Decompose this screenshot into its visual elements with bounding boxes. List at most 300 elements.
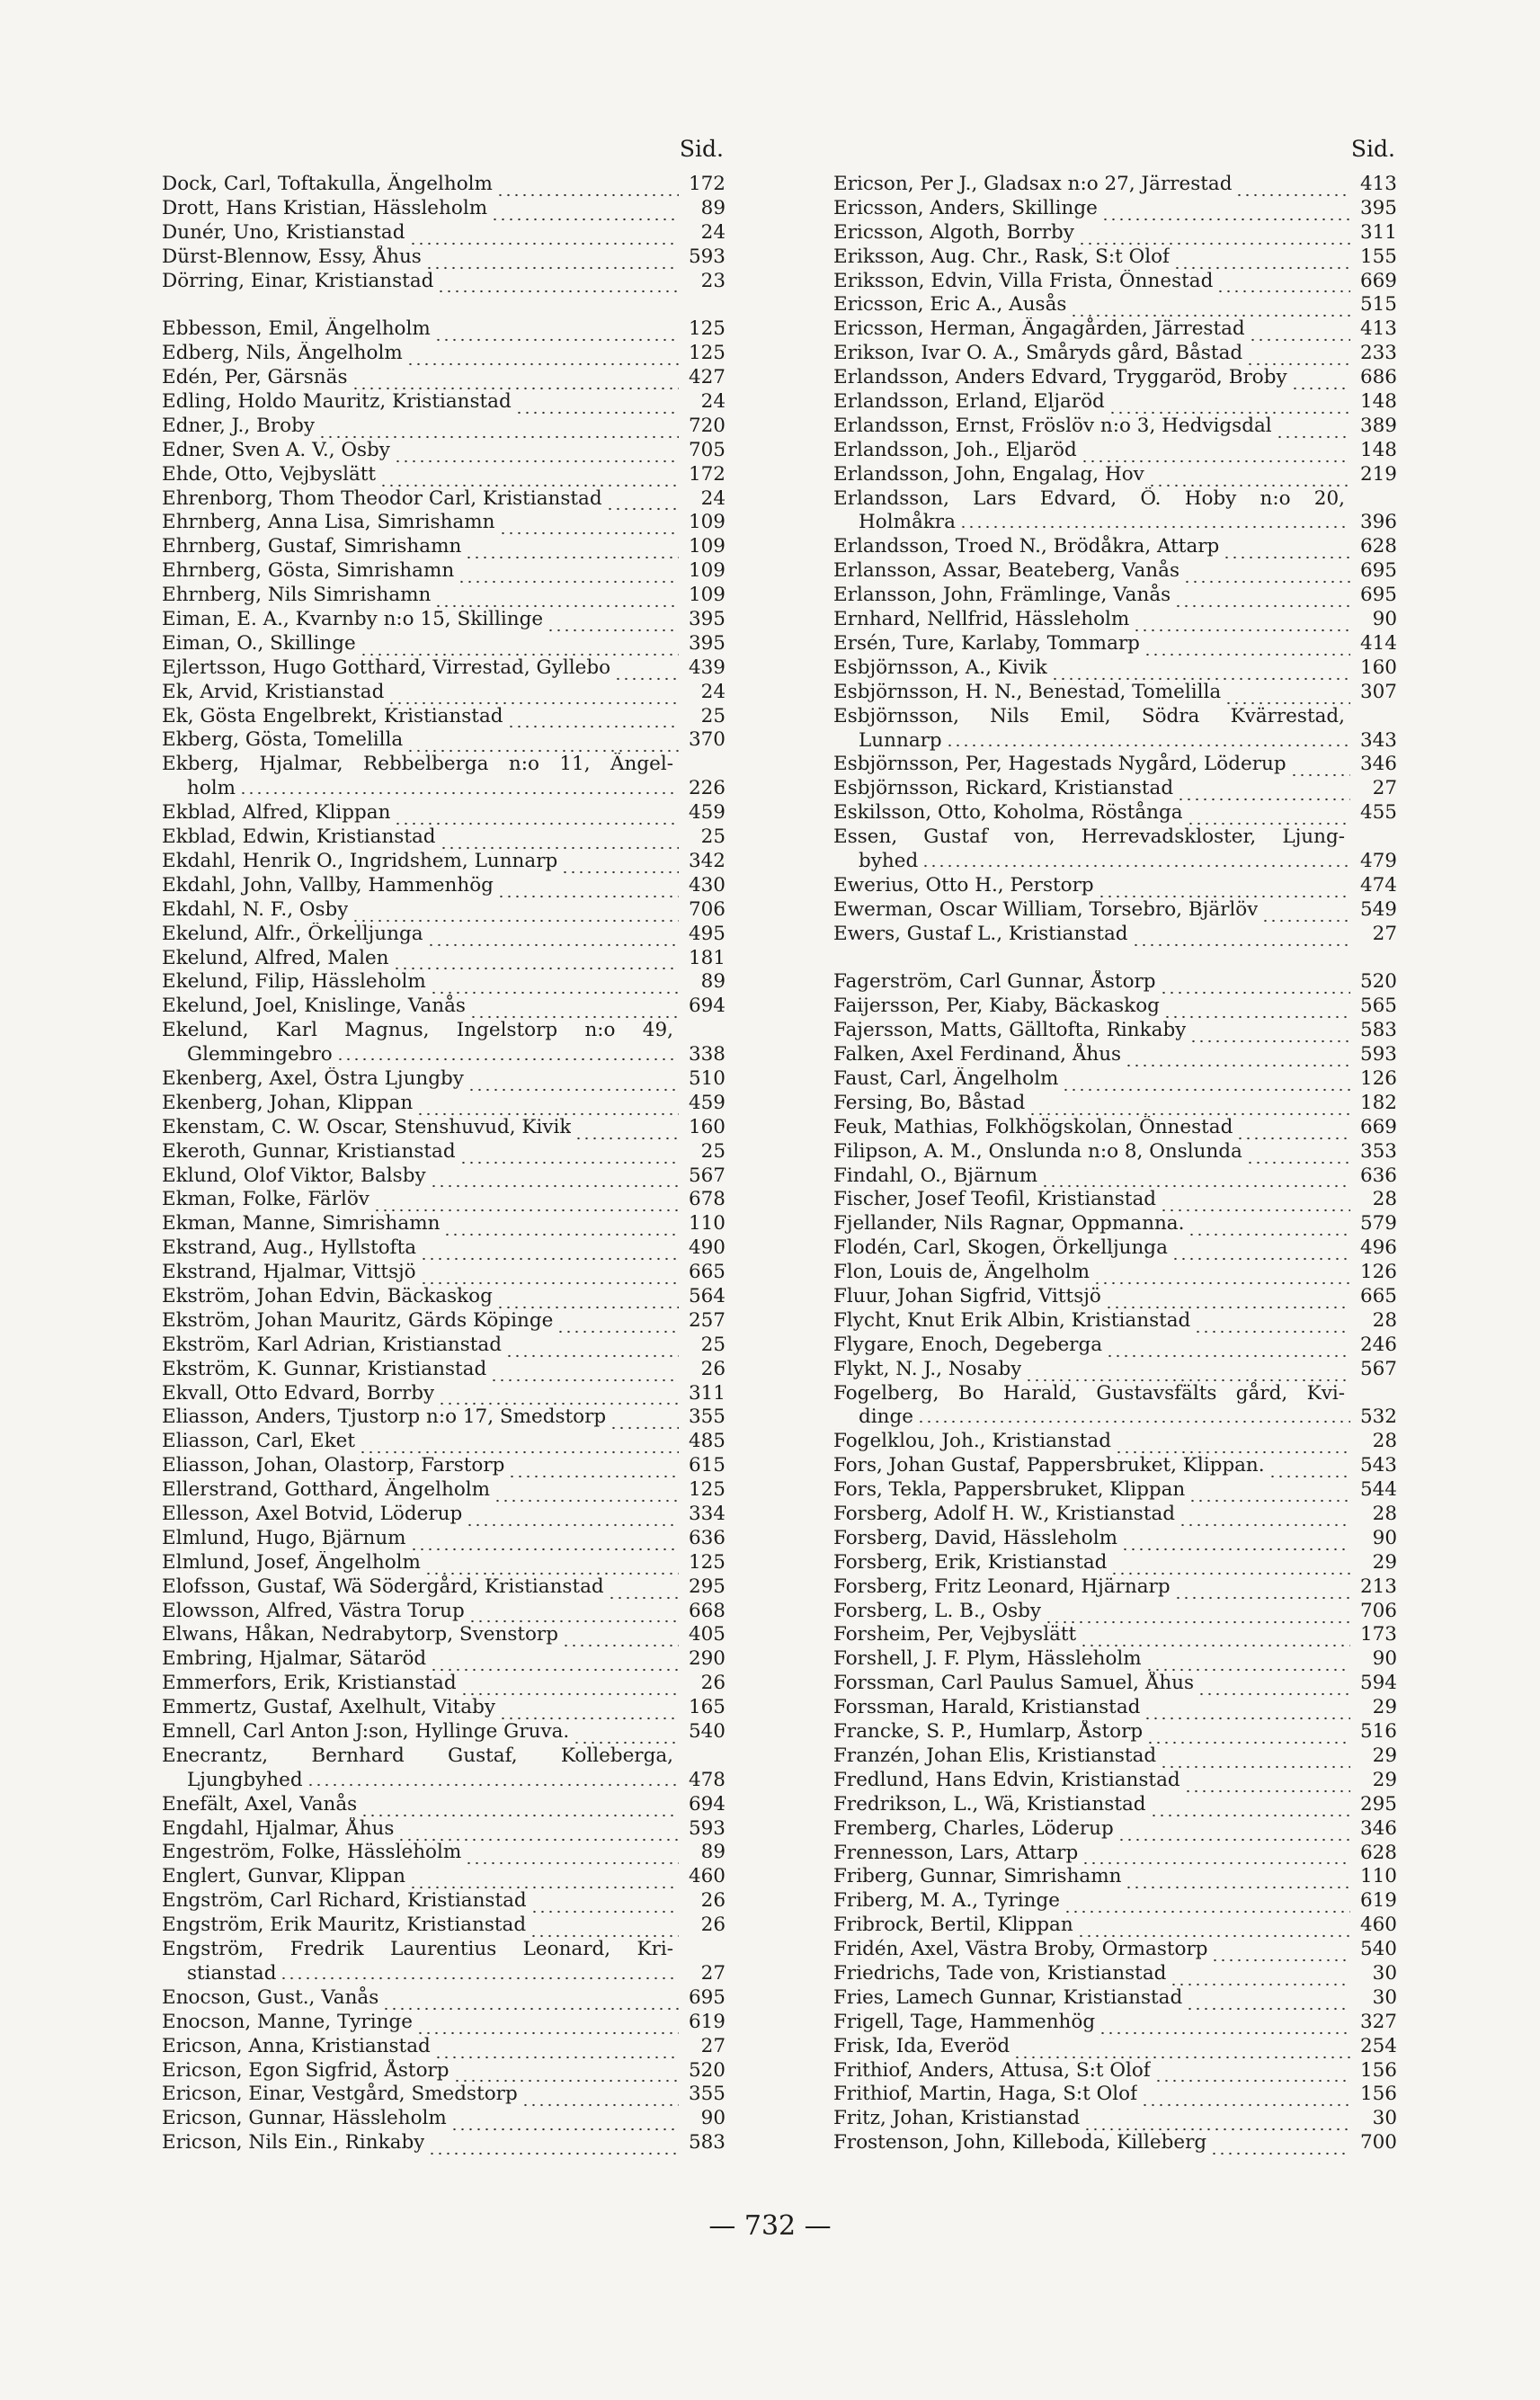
entry-name: Ekdahl, N. F., Osby bbox=[162, 897, 349, 921]
index-entry bbox=[162, 681, 725, 705]
index-entry bbox=[833, 1914, 1397, 1938]
entry-name: Ericson, Einar, Vestgård, Smedstorp bbox=[162, 2083, 518, 2106]
entry-name: Faijersson, Per, Kiaby, Bäckaskog bbox=[833, 995, 1160, 1018]
index-entry bbox=[162, 1309, 725, 1334]
entry-page: 27 bbox=[700, 1961, 725, 1985]
entry-page: 695 bbox=[1359, 584, 1397, 607]
index-entry bbox=[162, 584, 725, 608]
dot-leader bbox=[507, 710, 679, 728]
dot-leader bbox=[469, 1001, 679, 1019]
dot-leader bbox=[1041, 1170, 1350, 1188]
dot-leader bbox=[468, 1605, 679, 1623]
dot-leader bbox=[450, 2113, 679, 2131]
entry-page: 460 bbox=[1359, 1914, 1397, 1937]
entry-name: Ek, Gösta Engelbrekt, Kristianstad bbox=[162, 704, 503, 727]
entry-name: Ekelund, Karl Magnus, Ingelstorp n:o 49, bbox=[162, 1019, 673, 1042]
entry-page: 413 bbox=[1359, 172, 1397, 195]
dot-leader bbox=[1177, 783, 1350, 801]
entry-name: Ehrnberg, Gösta, Simrishamn bbox=[162, 559, 455, 583]
index-entry bbox=[162, 1212, 725, 1236]
entry-name: Forsheim, Per, Vejbyslätt bbox=[833, 1623, 1077, 1646]
entry-name: Ellesson, Axel Botvid, Löderup bbox=[162, 1503, 463, 1525]
entry-page: 307 bbox=[1359, 680, 1397, 703]
entry-name: Enocson, Gust., Vanås bbox=[162, 1985, 379, 2009]
entry-name: Ekberg, Gösta, Tomelilla bbox=[162, 728, 404, 752]
dot-leader bbox=[352, 905, 679, 923]
entry-name: Ehrnberg, Nils Simrishamn bbox=[162, 584, 432, 607]
index-entry bbox=[162, 1358, 725, 1382]
dot-leader bbox=[1290, 759, 1350, 777]
index-entry bbox=[833, 1600, 1397, 1624]
entry-page: 29 bbox=[1372, 1696, 1397, 1719]
entry-page: 28 bbox=[1372, 1188, 1397, 1211]
dot-leader bbox=[1194, 1316, 1350, 1334]
entry-page: 355 bbox=[688, 2083, 725, 2106]
entry-page: 567 bbox=[688, 1164, 725, 1187]
entry-page: 27 bbox=[1372, 777, 1397, 800]
entry-name: Ericsson, Herman, Ängagården, Järrestad bbox=[833, 317, 1245, 341]
entry-page: 125 bbox=[688, 1550, 725, 1574]
entry-page: 540 bbox=[1359, 1938, 1397, 1961]
entry-page: 720 bbox=[688, 414, 725, 437]
entry-page: 678 bbox=[688, 1188, 725, 1211]
dot-leader bbox=[946, 729, 1350, 747]
index-entry bbox=[162, 1527, 725, 1551]
index-entry bbox=[833, 656, 1397, 681]
index-entry bbox=[833, 1309, 1397, 1334]
dot-leader bbox=[1170, 1968, 1350, 1986]
entry-name: Erlandsson, John, Engalag, Hov bbox=[833, 462, 1144, 486]
entry-name: Ekelund, Filip, Hässleholm bbox=[162, 970, 426, 994]
entry-name: Ericson, Per J., Gladsax n:o 27, Järrestad bbox=[833, 172, 1233, 195]
entry-page: 26 bbox=[700, 1914, 725, 1937]
entry-page: 290 bbox=[688, 1647, 725, 1671]
index-entry bbox=[833, 1043, 1397, 1067]
entry-name: Edner, J., Broby bbox=[162, 414, 315, 437]
entry-page: 155 bbox=[1359, 245, 1397, 268]
entry-page: 669 bbox=[1359, 1115, 1397, 1138]
index-entry bbox=[833, 753, 1397, 777]
dot-leader bbox=[1236, 1122, 1350, 1140]
entry-name: Fredlund, Hans Edvin, Kristianstad bbox=[833, 1768, 1180, 1791]
index-entry bbox=[833, 1334, 1397, 1358]
entry-name-continued: byhed bbox=[859, 849, 919, 872]
entry-page: 700 bbox=[1359, 2131, 1397, 2155]
sid-header: Sid. bbox=[679, 136, 724, 162]
entry-name: Eliasson, Anders, Tjustorp n:o 17, Smedstorp bbox=[162, 1405, 607, 1429]
dot-leader bbox=[1025, 1364, 1350, 1382]
entry-page: 25 bbox=[700, 825, 725, 849]
entry-name: Flon, Louis de, Ängelholm bbox=[833, 1261, 1090, 1284]
entry-page: 427 bbox=[688, 366, 725, 389]
index-entry bbox=[162, 1817, 725, 1842]
dot-leader bbox=[379, 469, 679, 487]
index-entry bbox=[833, 1140, 1397, 1164]
index-entry bbox=[833, 1019, 1397, 1043]
entry-page: 665 bbox=[688, 1261, 725, 1284]
dot-leader bbox=[499, 1702, 679, 1720]
entry-name: Engdahl, Hjalmar, Åhus bbox=[162, 1816, 395, 1840]
index-entry bbox=[833, 1285, 1397, 1309]
entry-page: 474 bbox=[1359, 873, 1397, 897]
dot-leader bbox=[499, 517, 680, 535]
dot-leader bbox=[1132, 929, 1350, 947]
entry-name: Forsberg, Adolf H. W., Kristianstad bbox=[833, 1503, 1176, 1526]
entry-page: 27 bbox=[700, 2034, 725, 2057]
entry-name: Ekström, Karl Adrian, Kristianstad bbox=[162, 1333, 503, 1356]
entry-page: 549 bbox=[1359, 897, 1397, 921]
page-number: — 732 — bbox=[708, 2210, 832, 2242]
index-entry bbox=[833, 1212, 1397, 1236]
entry-name: Forssman, Harald, Kristianstad bbox=[833, 1696, 1141, 1719]
index-entry bbox=[833, 801, 1397, 825]
entry-name: Eriksson, Edvin, Villa Frista, Önnestad bbox=[833, 269, 1214, 292]
dot-leader bbox=[1173, 252, 1350, 270]
entry-page: 25 bbox=[700, 1333, 725, 1356]
dot-leader bbox=[508, 1460, 679, 1478]
dot-leader bbox=[1291, 372, 1350, 390]
entry-name: Erlandsson, Ernst, Fröslöv n:o 3, Hedvigsdal bbox=[833, 414, 1272, 437]
entry-name: Edner, Sven A. V., Osby bbox=[162, 438, 390, 461]
entry-page: 665 bbox=[1359, 1285, 1397, 1307]
entry-page: 439 bbox=[688, 656, 725, 679]
entry-name: Flygare, Enoch, Degeberga bbox=[833, 1333, 1103, 1356]
entry-page: 706 bbox=[1359, 1599, 1397, 1622]
entry-name: Frisk, Ida, Everöd bbox=[833, 2034, 1010, 2057]
dot-leader bbox=[1187, 807, 1350, 825]
entry-name: Engström, Erik Mauritz, Kristianstad bbox=[162, 1914, 527, 1937]
dot-leader bbox=[496, 1291, 679, 1309]
entry-name: Ehrenborg, Thom Theodor Carl, Kristianstad bbox=[162, 486, 602, 510]
index-entry bbox=[833, 487, 1397, 536]
entry-page: 156 bbox=[1359, 2058, 1397, 2082]
entry-page: 619 bbox=[688, 2010, 725, 2033]
dot-leader bbox=[437, 275, 679, 293]
entry-page: 125 bbox=[688, 342, 725, 365]
index-entry bbox=[833, 1696, 1397, 1720]
index-entry bbox=[162, 970, 725, 995]
entry-page: 165 bbox=[688, 1696, 725, 1719]
dot-leader bbox=[1028, 1098, 1350, 1116]
entry-page: 593 bbox=[688, 245, 725, 268]
entry-page: 25 bbox=[700, 704, 725, 727]
dot-leader bbox=[921, 850, 1350, 868]
dot-leader bbox=[409, 1871, 679, 1889]
entry-page: 694 bbox=[688, 995, 725, 1018]
entry-page: 395 bbox=[688, 608, 725, 631]
entry-name: Forsberg, Fritz Leonard, Hjärnarp bbox=[833, 1575, 1171, 1598]
index-entry bbox=[162, 173, 725, 197]
entry-page: 370 bbox=[688, 728, 725, 752]
index-entry bbox=[162, 1116, 725, 1140]
entry-page: 396 bbox=[1359, 511, 1397, 534]
entry-page: 636 bbox=[1359, 1164, 1397, 1187]
entry-page: 110 bbox=[1359, 1865, 1397, 1888]
index-entry bbox=[833, 1672, 1397, 1696]
index-entry bbox=[162, 1986, 725, 2011]
index-entry bbox=[162, 1575, 725, 1600]
dot-leader bbox=[428, 2137, 679, 2155]
entry-page: 564 bbox=[688, 1284, 725, 1307]
entry-page: 459 bbox=[688, 801, 725, 825]
dot-leader bbox=[1171, 1243, 1350, 1261]
entry-name: Ekström, K. Gunnar, Kristianstad bbox=[162, 1357, 487, 1380]
index-entry bbox=[162, 1914, 725, 1938]
dot-leader bbox=[1249, 324, 1350, 342]
index-entry bbox=[162, 898, 725, 923]
entry-page: 295 bbox=[688, 1575, 725, 1598]
entry-name-continued: stianstad bbox=[187, 1961, 277, 1985]
index-entry bbox=[162, 2059, 725, 2083]
entry-name: Esbjörnsson, Rickard, Kristianstad bbox=[833, 777, 1174, 800]
index-entry bbox=[833, 1720, 1397, 1744]
index-entry bbox=[833, 342, 1397, 366]
dot-leader bbox=[440, 832, 679, 850]
index-entry bbox=[162, 2083, 725, 2107]
entry-page: 495 bbox=[688, 922, 725, 945]
index-entry bbox=[833, 923, 1397, 947]
entry-name: Franzén, Johan Elis, Kristianstad bbox=[833, 1744, 1157, 1767]
dot-leader bbox=[1082, 1847, 1350, 1865]
entry-page: 334 bbox=[688, 1503, 725, 1525]
entry-page: 593 bbox=[1359, 1043, 1397, 1066]
dot-leader bbox=[1070, 299, 1350, 317]
entry-page: 355 bbox=[688, 1405, 725, 1429]
index-entry bbox=[162, 656, 725, 681]
entry-page: 510 bbox=[688, 1066, 725, 1090]
entry-page: 520 bbox=[688, 2058, 725, 2082]
entry-page: 460 bbox=[688, 1865, 725, 1888]
dot-leader bbox=[491, 203, 679, 221]
dot-leader bbox=[1186, 1993, 1350, 2011]
entry-page: 24 bbox=[700, 220, 725, 244]
entry-name: Ericson, Egon Sigfrid, Åstorp bbox=[162, 2058, 450, 2082]
entry-page: 520 bbox=[1359, 970, 1397, 994]
index-entry bbox=[162, 270, 725, 294]
dot-leader bbox=[434, 324, 679, 342]
dot-leader bbox=[1223, 541, 1350, 559]
entry-name: Fogelklou, Joh., Kristianstad bbox=[833, 1430, 1112, 1453]
index-entry bbox=[162, 197, 725, 221]
entry-page: 311 bbox=[688, 1381, 725, 1405]
dot-leader bbox=[393, 952, 679, 970]
entry-page: 405 bbox=[688, 1623, 725, 1646]
index-entry bbox=[833, 632, 1397, 656]
dot-leader bbox=[1062, 1074, 1350, 1092]
dot-leader bbox=[416, 1098, 679, 1116]
entry-page: 540 bbox=[688, 1720, 725, 1744]
index-column-left bbox=[162, 135, 725, 2155]
dot-leader bbox=[458, 566, 679, 584]
dot-leader bbox=[1125, 1049, 1350, 1067]
index-entry bbox=[833, 705, 1397, 754]
index-entry bbox=[833, 1842, 1397, 1866]
dot-leader bbox=[359, 1436, 679, 1454]
entry-name: Frigell, Tage, Hammenhög bbox=[833, 2010, 1096, 2033]
entry-page: 516 bbox=[1359, 1720, 1397, 1744]
index-entry bbox=[833, 777, 1397, 801]
entry-page: 338 bbox=[688, 1043, 725, 1066]
index-entry bbox=[833, 584, 1397, 608]
entry-name: Erlandsson, Anders Edvard, Tryggaröd, Broby bbox=[833, 366, 1287, 389]
entry-page: 28 bbox=[1372, 1503, 1397, 1526]
dot-leader bbox=[1045, 1606, 1350, 1624]
entry-name: Enefält, Axel, Vanås bbox=[162, 1792, 358, 1816]
index-entry bbox=[833, 1358, 1397, 1382]
index-entry bbox=[162, 1019, 725, 1067]
dot-leader bbox=[1051, 663, 1350, 681]
entry-page: 25 bbox=[700, 1139, 725, 1163]
entry-name: Fors, Johan Gustaf, Pappersbruket, Klippan. bbox=[833, 1454, 1265, 1477]
entry-name: Frostenson, John, Killeboda, Killeberg bbox=[833, 2131, 1207, 2155]
dot-leader bbox=[606, 493, 679, 511]
entry-page: 413 bbox=[1359, 317, 1397, 341]
entry-name: Ellerstrand, Gotthard, Ängelholm bbox=[162, 1478, 491, 1502]
entry-name: Emmertz, Gustaf, Axelhult, Vitaby bbox=[162, 1696, 496, 1719]
entry-name: Fors, Tekla, Pappersbruket, Klippan bbox=[833, 1478, 1186, 1502]
dot-leader bbox=[1183, 566, 1350, 584]
dot-leader bbox=[1268, 1460, 1350, 1478]
entry-page: 89 bbox=[700, 970, 725, 994]
entry-name-continued: Lunnarp bbox=[859, 728, 942, 752]
entry-page: 389 bbox=[1359, 414, 1397, 437]
entry-name: Flycht, Knut Erik Albin, Kristianstad bbox=[833, 1308, 1191, 1332]
index-entry bbox=[162, 1744, 725, 1793]
entry-page: 455 bbox=[1359, 801, 1397, 825]
index-entry bbox=[162, 221, 725, 245]
entry-page: 706 bbox=[688, 897, 725, 921]
index-entry bbox=[833, 1382, 1397, 1431]
index-entry bbox=[162, 1865, 725, 1889]
dot-leader bbox=[1105, 1291, 1350, 1309]
index-entry bbox=[833, 970, 1397, 995]
entry-page: 594 bbox=[1359, 1672, 1397, 1695]
dot-leader bbox=[494, 1485, 679, 1503]
index-entry bbox=[833, 1575, 1397, 1600]
dot-leader bbox=[430, 1170, 679, 1188]
index-entry bbox=[833, 366, 1397, 390]
entry-page: 695 bbox=[688, 1985, 725, 2009]
dot-leader bbox=[427, 929, 679, 947]
dot-leader bbox=[1210, 2137, 1350, 2155]
dot-leader bbox=[1064, 1896, 1350, 1914]
entry-name: Eriksson, Aug. Chr., Rask, S:t Olof bbox=[833, 245, 1171, 268]
entry-page: 327 bbox=[1359, 2010, 1397, 2033]
entry-name: Friedrichs, Tade von, Kristianstad bbox=[833, 1961, 1167, 1985]
entry-name: Ekblad, Edwin, Kristianstad bbox=[162, 825, 436, 849]
index-entry bbox=[162, 1793, 725, 1817]
entry-page: 160 bbox=[688, 1115, 725, 1138]
entry-name: Frennesson, Lars, Attarp bbox=[833, 1841, 1079, 1864]
index-entry bbox=[833, 535, 1397, 559]
dot-leader bbox=[561, 856, 679, 874]
index-entry bbox=[833, 1865, 1397, 1889]
dot-leader bbox=[1133, 614, 1350, 632]
entry-name: Engeström, Folke, Hässleholm bbox=[162, 1841, 462, 1864]
entry-name: Fersing, Bo, Båstad bbox=[833, 1091, 1026, 1114]
entry-page: 156 bbox=[1359, 2083, 1397, 2106]
entry-name: Ekberg, Hjalmar, Rebbelberga n:o 11, Ängel- bbox=[162, 753, 673, 776]
entry-name: Embring, Hjalmar, Sätaröd bbox=[162, 1647, 427, 1671]
entry-page: 636 bbox=[688, 1526, 725, 1549]
index-entry bbox=[162, 487, 725, 512]
dot-leader bbox=[352, 372, 679, 390]
entry-name: Forshell, J. F. Plym, Hässleholm bbox=[833, 1647, 1142, 1671]
index-entry bbox=[162, 559, 725, 584]
entry-page: 29 bbox=[1372, 1550, 1397, 1574]
dot-leader bbox=[430, 977, 679, 995]
entry-name: Eliasson, Carl, Eket bbox=[162, 1430, 355, 1453]
entry-name: Fridén, Axel, Västra Broby, Ormastorp bbox=[833, 1938, 1208, 1961]
index-entry bbox=[162, 1334, 725, 1358]
index-entry bbox=[162, 874, 725, 898]
dot-leader bbox=[515, 397, 679, 415]
entry-name: Ekstrand, Aug., Hyllstofta bbox=[162, 1236, 417, 1260]
entry-page: 686 bbox=[1359, 366, 1397, 389]
dot-leader bbox=[336, 1043, 679, 1061]
entry-name: Forsberg, Erik, Kristianstad bbox=[833, 1550, 1108, 1574]
dot-leader bbox=[424, 1557, 679, 1575]
entry-name: Faust, Carl, Ängelholm bbox=[833, 1066, 1059, 1090]
index-entry bbox=[833, 1430, 1397, 1454]
entry-page: 459 bbox=[688, 1091, 725, 1114]
index-entry bbox=[833, 1236, 1397, 1261]
entry-name: Eklund, Olof Viktor, Balsby bbox=[162, 1164, 426, 1187]
entry-name: Esbjörnsson, Per, Hagestads Nygård, Löderup bbox=[833, 753, 1286, 776]
entry-page: 346 bbox=[1359, 753, 1397, 776]
entry-name: Esbjörnsson, Nils Emil, Södra Kvärrestad, bbox=[833, 704, 1345, 727]
index-entry bbox=[833, 1938, 1397, 1962]
entry-page: 628 bbox=[1359, 535, 1397, 558]
index-entry bbox=[162, 415, 725, 439]
entry-page: 414 bbox=[1359, 631, 1397, 655]
dot-leader bbox=[1148, 469, 1350, 487]
entry-name: Erlansson, John, Främlinge, Vanås bbox=[833, 584, 1171, 607]
dot-leader bbox=[1145, 1654, 1350, 1672]
dot-leader bbox=[434, 2041, 679, 2059]
entry-page: 109 bbox=[688, 535, 725, 558]
dot-leader bbox=[521, 2089, 679, 2107]
dot-leader bbox=[497, 880, 679, 898]
dot-leader bbox=[1150, 1799, 1350, 1817]
entry-name-continued: Holmåkra bbox=[859, 511, 956, 534]
entry-name: Fribrock, Bertil, Klippan bbox=[833, 1914, 1073, 1937]
entry-page: 567 bbox=[1359, 1357, 1397, 1380]
entry-name: Elmlund, Hugo, Bjärnum bbox=[162, 1526, 406, 1549]
dot-leader bbox=[1174, 1582, 1350, 1600]
entry-name: Dunér, Uno, Kristianstad bbox=[162, 220, 405, 244]
entry-name: Essen, Gustaf von, Herrevadskloster, Ljung- bbox=[833, 825, 1345, 849]
entry-name: Ehrnberg, Anna Lisa, Simrishamn bbox=[162, 511, 495, 534]
entry-name: Ekstrand, Hjalmar, Vittsjö bbox=[162, 1261, 416, 1284]
entry-page: 148 bbox=[1359, 390, 1397, 413]
entry-name: Ernhard, Nellfrid, Hässleholm bbox=[833, 608, 1130, 631]
index-entry bbox=[833, 173, 1397, 197]
index-entry bbox=[833, 317, 1397, 342]
entry-page: 343 bbox=[1359, 728, 1397, 752]
entry-page: 26 bbox=[700, 1889, 725, 1913]
dot-leader bbox=[420, 1243, 679, 1261]
entry-page: 543 bbox=[1359, 1454, 1397, 1477]
entry-name: Fagerström, Carl Gunnar, Åstorp bbox=[833, 970, 1156, 994]
dot-leader bbox=[397, 1824, 679, 1842]
dot-leader bbox=[574, 1122, 679, 1140]
index-entry bbox=[833, 1889, 1397, 1914]
dot-leader bbox=[1077, 1920, 1350, 1938]
index-entry bbox=[162, 390, 725, 415]
entry-name: Francke, S. P., Humlarp, Åstorp bbox=[833, 1720, 1144, 1744]
entry-name: Ekman, Folke, Färlöv bbox=[162, 1188, 369, 1211]
